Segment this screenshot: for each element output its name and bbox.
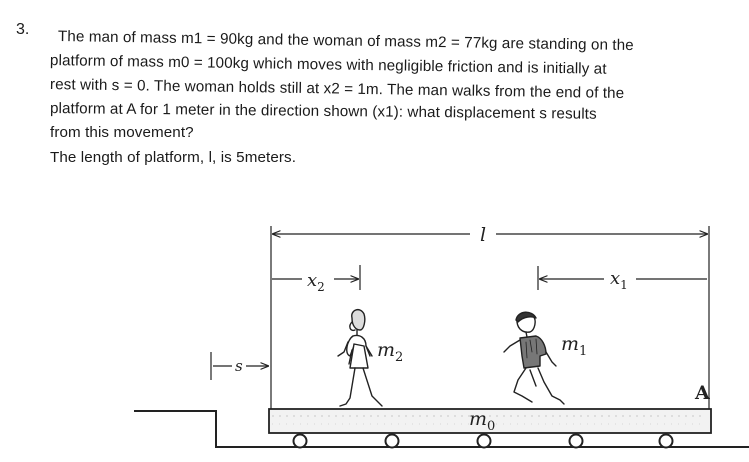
wheels	[294, 433, 673, 448]
length-label: l	[480, 224, 487, 246]
m1-label: $m_1$	[561, 333, 588, 359]
x2-label: $x_2$	[307, 270, 325, 294]
problem-text-line-5: from this movement?	[50, 124, 194, 141]
m0-label: $m_0$	[469, 408, 496, 434]
man-figure	[504, 312, 564, 404]
m2-label: $m_2$	[377, 339, 404, 365]
reference-lines	[211, 226, 709, 409]
problem-text-line-6: The length of platform, l, is 5meters.	[50, 149, 297, 166]
woman-figure	[338, 310, 382, 406]
s-label: s	[235, 357, 243, 375]
x1-label: $x_1$	[610, 268, 628, 292]
problem-text-line-1: The man of mass m1 = 90kg and the woman of mass m2 = 77kg are standing on the	[57, 28, 634, 55]
point-a-label: A	[695, 382, 710, 404]
problem-text-line-2: platform of mass m0 = 100kg which moves with negligible friction and is initially at	[49, 52, 607, 78]
problem-number: 3.	[16, 21, 30, 38]
problem-text-line-4: platform at A for 1 meter in the direction shown (x1): what displacement s results	[49, 100, 597, 123]
problem-text-line-3: rest with s = 0. The woman holds still at x2 = 1m. The man walks from the end of the	[49, 76, 625, 103]
